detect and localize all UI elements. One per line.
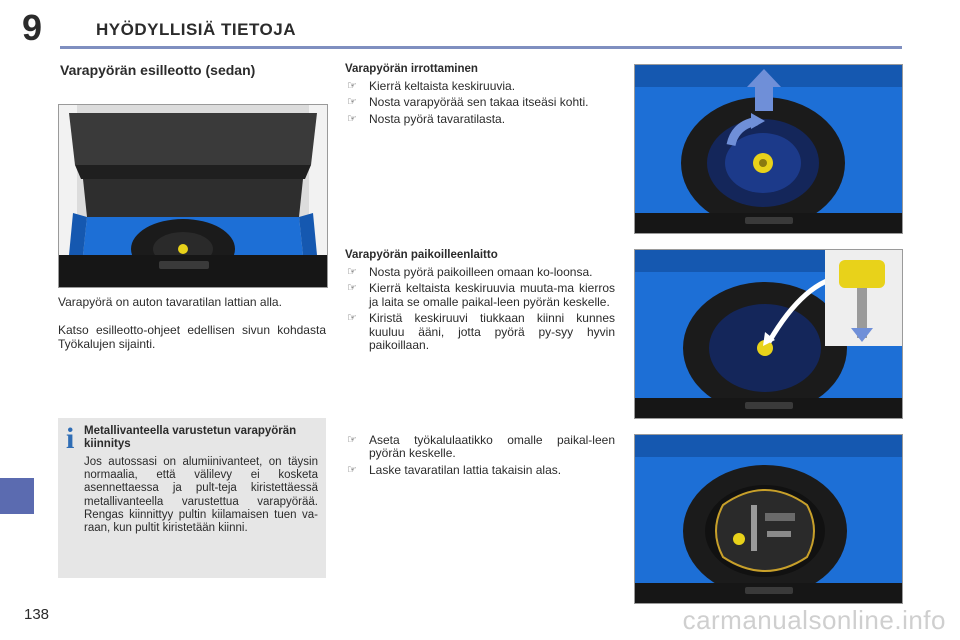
list-item	[345, 464, 615, 477]
spare-wheel-location-text: Varapyörä on auton tavaratilan lattian alla.	[58, 295, 282, 309]
removal-steps	[345, 80, 615, 129]
step-text: Nosta varapyörää sen takaa itseäsi kohti.	[369, 95, 589, 110]
list-item	[345, 282, 615, 309]
list-item	[345, 96, 615, 109]
pointing-hand-icon: ☞	[347, 463, 357, 476]
page-number: 138	[24, 606, 50, 623]
pointing-hand-icon: ☞	[347, 80, 357, 92]
chapter-title: HYÖDYLLISIÄ TIETOJA	[96, 20, 296, 39]
refit-title: Varapyörän paikoilleenlaitto	[345, 249, 498, 261]
wheel-refit-illustration	[635, 250, 902, 418]
list-item	[345, 80, 615, 93]
step-text: Kierrä keltaista keskiruuvia.	[369, 79, 516, 93]
watermark: carmanualsonline.info	[682, 605, 946, 635]
pointing-hand-icon: ☞	[347, 112, 357, 125]
chapter-side-tab	[0, 478, 34, 514]
toolbox-illustration	[635, 435, 902, 603]
pointing-hand-icon: ☞	[347, 96, 357, 109]
spare-wheel-refit-photo	[634, 249, 903, 419]
trunk-open-spare-wheel-photo	[58, 104, 328, 288]
step-text: Aseta työkalulaatikko omalle paikal-leen pyörän keskelle.	[369, 433, 615, 461]
refit-steps	[345, 266, 615, 355]
info-box-title: Metallivanteella varustetun varapyörän kiinnitys	[84, 425, 297, 450]
final-steps	[345, 434, 615, 480]
step-text: Laske tavaratilan lattia takaisin alas.	[369, 462, 562, 477]
section-title: Varapyörän esilleotto (sedan)	[60, 62, 256, 78]
pointing-hand-icon: ☞	[347, 312, 357, 325]
step-text: Kiristä keskiruuvi tiukkaan kiinni kunnes kuuluu ääni, jotta pyörä py-syy hyvin paikoillaan.	[369, 311, 615, 353]
list-item	[345, 266, 615, 279]
removal-title: Varapyörän irrottaminen	[345, 63, 478, 75]
spare-wheel-removal-photo	[634, 64, 903, 234]
pointing-hand-icon: ☞	[347, 266, 357, 278]
step-text: Kierrä keltaista keskiruuvia muuta-ma kierros ja laita se omalle paikal-leen pyörän keskelle.	[369, 281, 615, 309]
list-item	[345, 312, 615, 352]
trunk-photo-illustration	[59, 105, 327, 287]
step-text: Nosta pyörä tavaratilasta.	[369, 111, 506, 126]
list-item	[345, 434, 615, 461]
see-previous-page-text: Katso esilleotto-ohjeet edellisen sivun kohdasta Työkalujen sijainti.	[58, 323, 326, 351]
list-item	[345, 113, 615, 126]
step-text: Nosta pyörä paikoilleen omaan ko-loonsa.	[369, 265, 593, 279]
pointing-hand-icon: ☞	[347, 434, 357, 446]
info-i-icon: i	[66, 422, 75, 455]
pointing-hand-icon: ☞	[347, 282, 357, 295]
header-rule	[60, 46, 902, 49]
toolbox-in-wheel-photo	[634, 434, 903, 604]
wheel-removal-illustration	[635, 65, 902, 233]
info-box-text: Jos autossasi on alumiinivanteet, on täysin normaalia, että välilevy ei kosketa asennettaessa ja pult-teja kiristettäessä metallivanteella varustettua varapyörää. Rengas kiinnittyy pultin kiilamaisen tuen va-raan, kun pultit kiristetään kiinni.	[84, 456, 318, 535]
chapter-number: 9	[22, 7, 43, 48]
